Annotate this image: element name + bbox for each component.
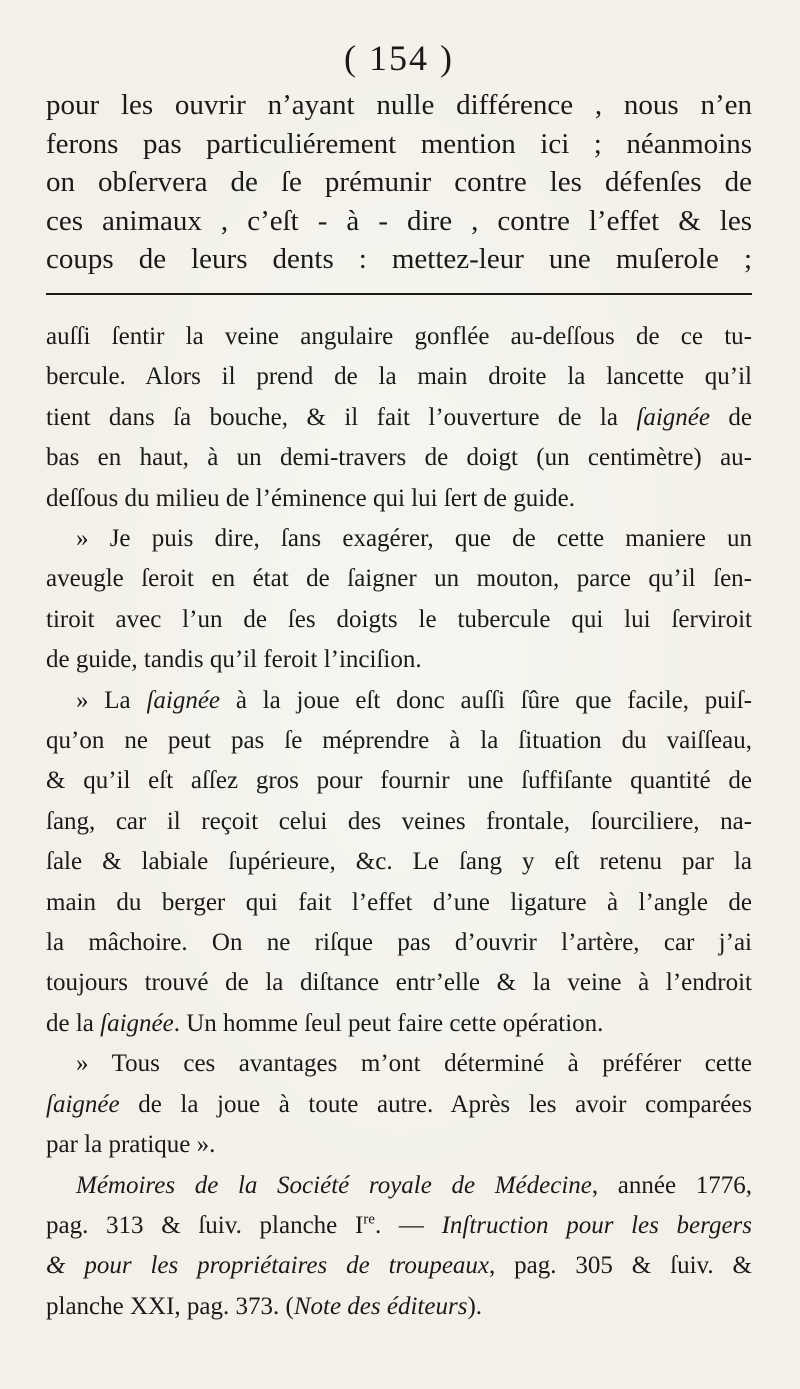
citation-line: [46, 1206, 752, 1246]
citation-text: . —: [374, 1211, 442, 1239]
citation-line: [46, 1287, 752, 1327]
footnote-line: » Tous ces avantages m’ont déterminé à préférer cette: [76, 1050, 752, 1078]
footnote-line: [46, 1085, 752, 1125]
footnote-line-text: tient dans ſa bouche, & il fait l’ouverture de la: [46, 403, 637, 431]
footnote-line: bercule. Alors il prend de la main droite la lancette qu’il: [46, 363, 752, 391]
footnote-line: ſang, car il reçoit celui des veines frontale, ſourciliere, na-: [46, 807, 752, 835]
footnote-line: bas en haut, à un demi-travers de doigt (un centimètre) au-: [46, 444, 752, 472]
footnote-line: [46, 1004, 752, 1044]
citation-text: planche XXI, pag. 373. (: [46, 1292, 294, 1320]
italic-word-saignee: ſaignée: [46, 1090, 120, 1118]
footnote-line: & qu’il eſt aſſez gros pour fournir une ſuffiſante quantité de: [46, 767, 752, 795]
footnote-separator-rule: [46, 293, 752, 295]
main-text-line: on obſervera de ſe prémunir contre les défenſes de: [46, 166, 752, 199]
page-number: ( 154 ): [344, 38, 454, 78]
citation-text: pag. 313 & ſuiv. planche I: [46, 1211, 364, 1239]
main-text-line: ferons pas particuliérement mention ici ; néanmoins: [46, 127, 752, 160]
citation-line: [46, 1246, 752, 1286]
italic-word-saignee: ſaignée: [636, 403, 710, 431]
main-text: [46, 86, 752, 279]
editors-note-label: Note des éditeurs: [293, 1292, 468, 1320]
footnote: [46, 317, 752, 1327]
citation-text: ).: [467, 1292, 483, 1320]
italic-word-saignee: ſaignée: [100, 1009, 174, 1037]
footnote-line: deſſous du milieu de l’éminence qui lui ſert de guide.: [46, 484, 576, 512]
footnote-line: par la pratique ».: [46, 1131, 216, 1159]
footnote-line: aveugle ſeroit en état de ſaigner un mouton, parce qu’il ſen-: [46, 565, 752, 593]
footnote-line: ſale & labiale ſupérieure, &c. Le ſang y eſt retenu par la: [46, 848, 752, 876]
footnote-line-text: de: [709, 403, 752, 431]
footnote-line: auſſi ſentir la veine angulaire gonflée au-deſſous de ce tu-: [46, 322, 752, 350]
citation-line: [46, 1166, 752, 1206]
citation-text: , année 1776,: [591, 1171, 752, 1199]
footnote-line: main du berger qui fait l’effet d’une ligature à l’angle de: [46, 888, 752, 916]
footnote-line: toujours trouvé de la diſtance entr’elle & la veine à l’endroit: [46, 969, 752, 997]
footnote-line: [46, 681, 752, 721]
footnote-line-text: » La: [76, 686, 147, 714]
footnote-line: la mâchoire. On ne riſque pas d’ouvrir l’artère, car j’ai: [46, 929, 752, 957]
citation-superscript: re: [363, 1211, 375, 1228]
main-text-line: pour les ouvrir n’ayant nulle différence , nous n’en: [46, 89, 752, 121]
footnote-line: [46, 398, 752, 438]
footnote-line: qu’on ne peut pas ſe méprendre à la ſituation du vaiſſeau,: [46, 727, 752, 755]
citation-text: , pag. 305 & ſuiv. &: [489, 1252, 752, 1280]
footnote-line: de guide, tandis qu’il feroit l’inciſion.: [46, 646, 422, 674]
footnote-line-text: de la: [46, 1009, 101, 1037]
footnote-line: tiroit avec l’un de ſes doigts le tubercule qui lui ſerviroit: [46, 605, 752, 633]
footnote-line: » Je puis dire, ſans exagérer, que de cette maniere un: [76, 525, 752, 552]
citation-instruction-title: Inſtruction pour les bergers: [441, 1211, 753, 1239]
footnote-line-text: de la joue à toute autre. Après les avoir comparées: [119, 1090, 752, 1118]
italic-word-saignee: ſaignée: [146, 686, 221, 714]
footnote-line-text: à la joue eſt donc auſſi ſûre que facile, puiſ-: [220, 686, 752, 714]
main-text-line: coups de leurs dents : mettez-leur une muſerole ;: [46, 243, 752, 276]
citation-instruction-title: & pour les propriétaires de troupeaux: [46, 1252, 490, 1280]
footnote-line-text: . Un homme ſeul peut faire cette opération.: [173, 1009, 604, 1037]
main-text-line: ces animaux , c’eſt - à - dire , contre l’effet & les: [46, 204, 752, 237]
citation-source-title: Mémoires de la Société royale de Médecine: [76, 1171, 592, 1199]
